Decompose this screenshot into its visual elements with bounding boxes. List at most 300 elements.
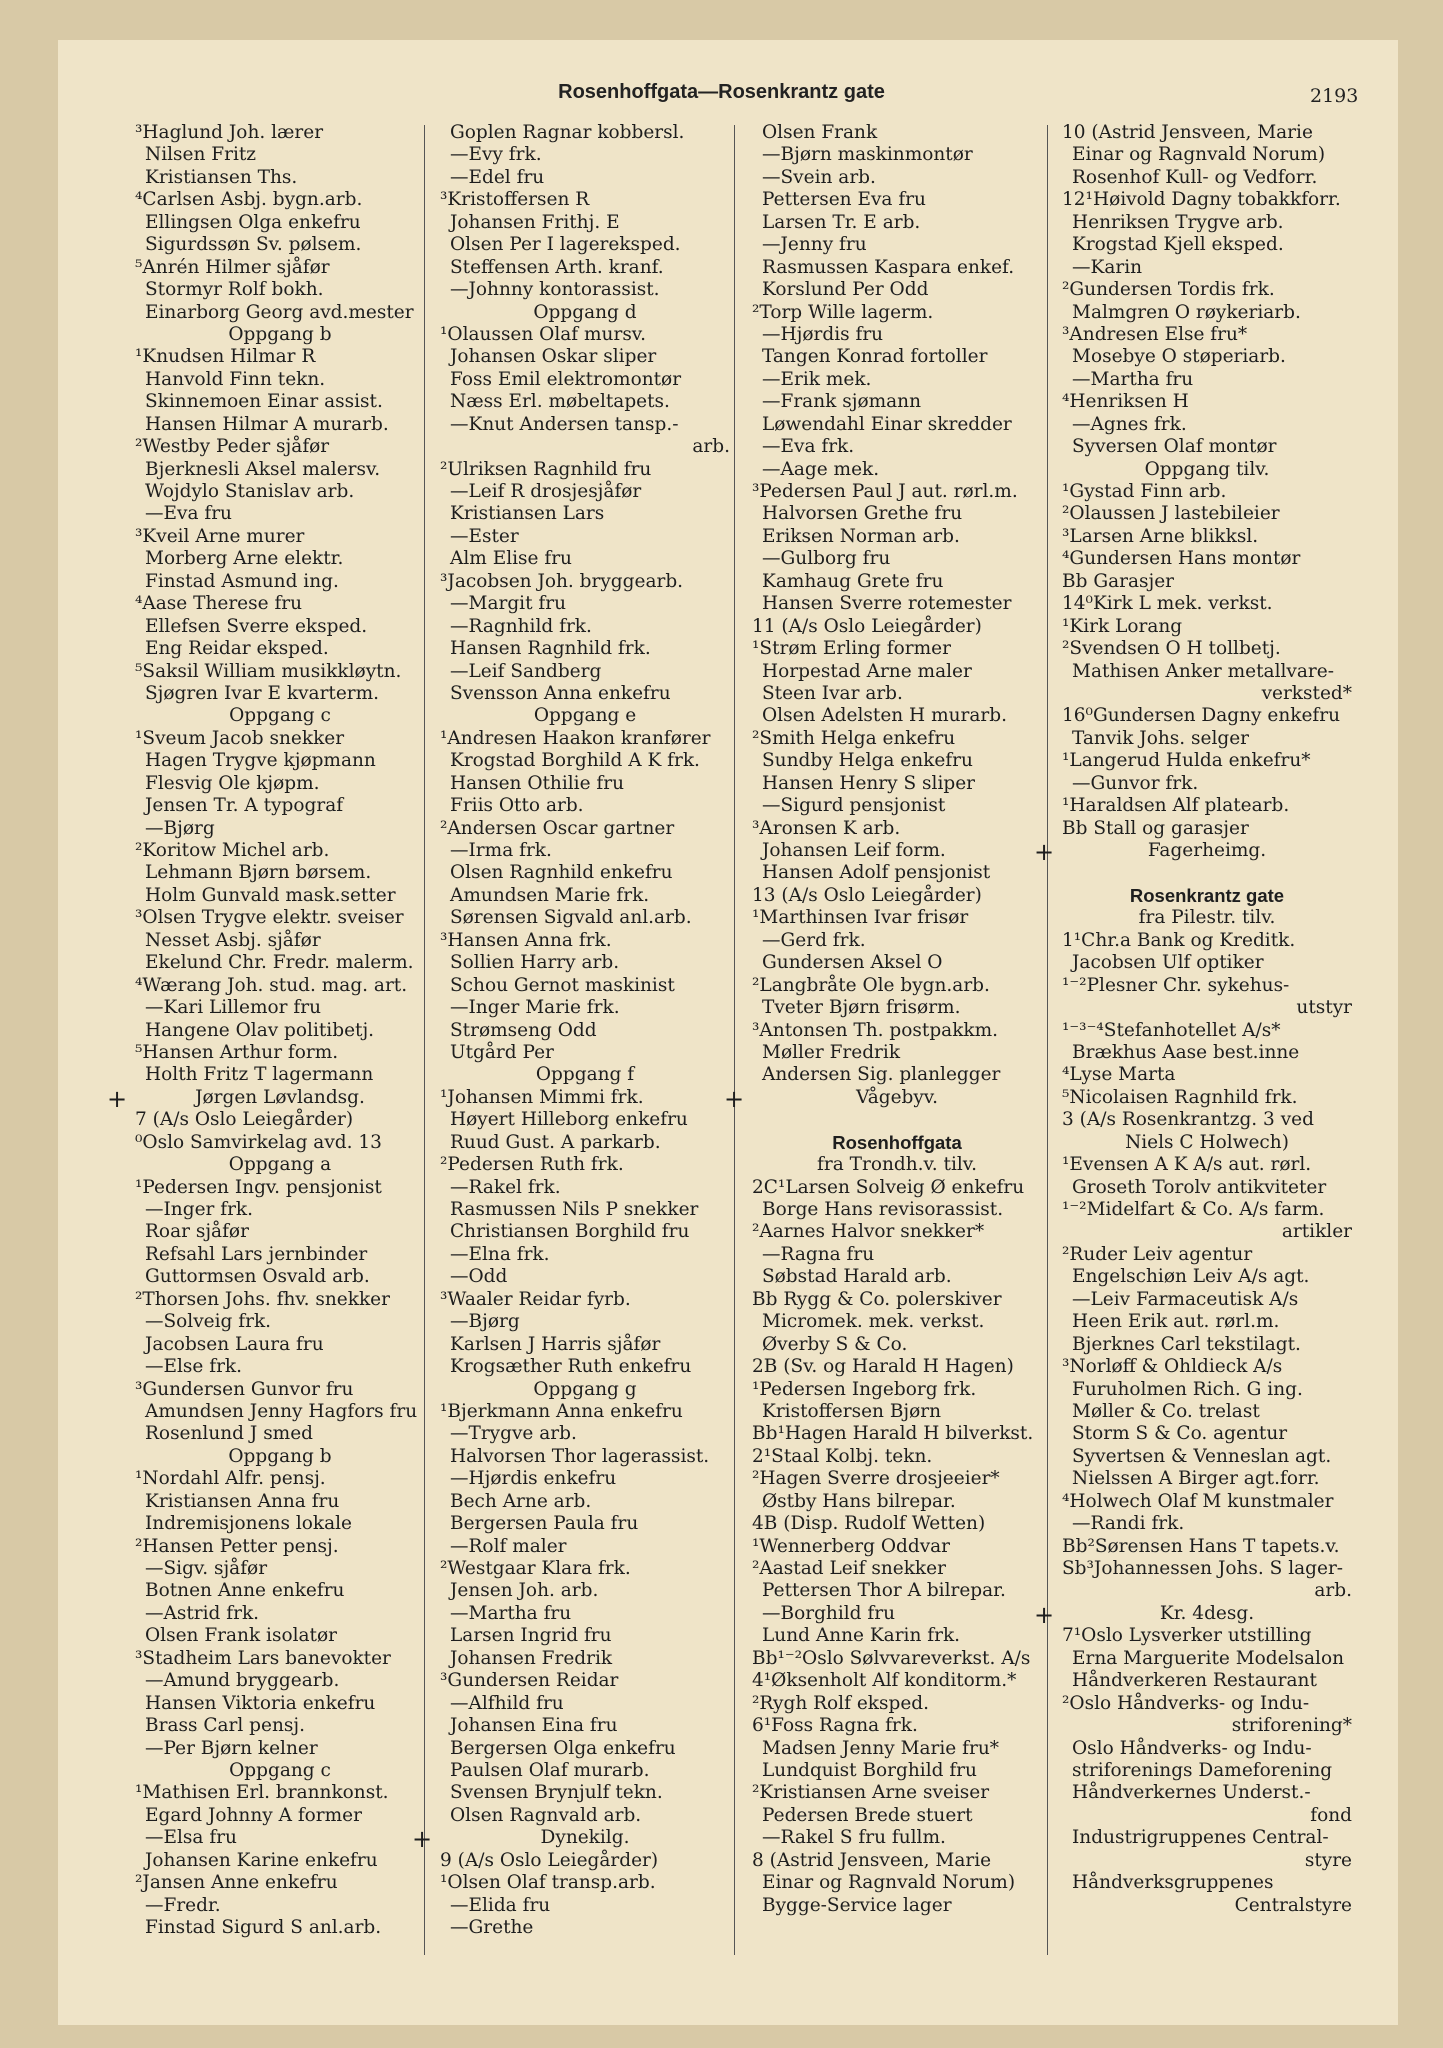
entry-text: Furuholmen Rich. G ing.	[1072, 1378, 1303, 1400]
entry-text: Bb¹⁻²Oslo Sølvvareverkst. A/s	[752, 1647, 1031, 1669]
entry-text: ¹Bjerkmann Anna enkefru	[440, 1400, 683, 1422]
entry-text: ³Norløff & Ohldieck A/s	[1062, 1356, 1283, 1378]
directory-entry	[752, 661, 1042, 683]
entry-text: ²Andersen Oscar gartner	[440, 817, 675, 839]
directory-entry	[1062, 616, 1352, 638]
directory-entry	[135, 885, 425, 907]
directory-entry	[752, 930, 1042, 952]
directory-column-3	[724, 122, 1042, 1917]
entry-text: ²Aarnes Halvor snekker*	[752, 1221, 985, 1243]
directory-entry	[135, 503, 425, 525]
entry-text: —Gunvor frk.	[1072, 772, 1199, 794]
entry-text: Nielssen A Birger agt.forr.	[1072, 1468, 1320, 1490]
directory-entry	[135, 414, 425, 436]
entry-text: Bergersen Olga enkefru	[450, 1737, 676, 1759]
entry-text: —Eva frk.	[762, 436, 855, 458]
entry-text: Lund Anne Karin frk.	[762, 1625, 961, 1647]
entry-text: —Johnny kontorassist.	[450, 279, 660, 301]
directory-entry	[135, 638, 425, 660]
entry-text: Hansen Sverre rotemester	[762, 593, 1012, 615]
entry-text: —Rakel frk.	[450, 1176, 561, 1198]
directory-entry	[1062, 1693, 1352, 1715]
directory-entry	[135, 1177, 425, 1199]
entry-text: ³Hansen Anna frk.	[440, 929, 612, 951]
entry-text: Pedersen Brede stuert	[762, 1804, 973, 1826]
entry-text: Krogsæther Ruth enkefru	[450, 1356, 692, 1378]
directory-entry	[135, 1603, 425, 1625]
entry-text: ⁵Nicolaisen Ragnhild frk.	[1062, 1086, 1298, 1108]
entry-text: Kamhaug Grete fru	[762, 570, 944, 592]
street-heading	[1062, 885, 1352, 907]
directory-entry	[1062, 144, 1352, 166]
entry-text: Næss Erl. møbeltapets.	[450, 391, 670, 413]
entry-text: Håndverkernes Underst.-	[1072, 1782, 1311, 1804]
directory-entry	[752, 526, 1042, 548]
entry-text: 3 (A/s Rosenkrantzg. 3 ved	[1062, 1109, 1314, 1131]
entry-text: 1¹Chr.a Bank og Kreditk.	[1062, 929, 1296, 951]
entry-text: ¹Nordahl Alfr. pensj.	[135, 1468, 326, 1490]
directory-entry	[440, 234, 730, 256]
directory-entry	[752, 1513, 1042, 1535]
directory-entry	[135, 1895, 425, 1917]
entry-text: —Bjørg	[145, 817, 215, 839]
directory-entry	[440, 257, 730, 279]
entry-text: Olsen Ragnhild enkefru	[450, 862, 673, 884]
entry-text: 10 (Astrid Jensveen, Marie	[1062, 122, 1313, 143]
entry-text: Einar og Ragnvald Norum)	[762, 1872, 1016, 1894]
directory-entry	[135, 279, 425, 301]
entry-text: —Sigurd pensjonist	[762, 795, 946, 817]
directory-entry	[440, 122, 730, 144]
entry-text: Håndverksgruppenes	[1072, 1872, 1274, 1894]
entry-text: —Odd	[450, 1266, 508, 1288]
directory-column-1	[107, 122, 425, 1939]
entry-text: —Leif R drosjesjåfør	[450, 481, 642, 502]
entry-text: —Martha fru	[1072, 368, 1194, 390]
entry-text: ⁴Holwech Olaf M kunstmaler	[1062, 1490, 1334, 1512]
cross-street-marker: +	[412, 1825, 433, 1854]
entry-text: ³Stadheim Lars banevokter	[135, 1647, 391, 1669]
directory-entry	[1062, 1558, 1352, 1580]
directory-entry	[752, 1603, 1042, 1625]
entry-text: ¹Kirk Lorang	[1062, 615, 1183, 637]
entry-text: —Trygve arb.	[450, 1423, 577, 1445]
directory-entry	[440, 1670, 730, 1692]
entry-text: Eriksen Norman arb.	[762, 525, 960, 547]
directory-entry	[1062, 997, 1352, 1019]
entry-text: Goplen Ragnar kobbersl.	[450, 122, 685, 143]
directory-entry	[752, 234, 1042, 256]
directory-entry	[135, 1715, 425, 1737]
entry-text: ⁴Henriksen H	[1062, 391, 1189, 413]
entry-text: Erna Marguerite Modelsalon	[1072, 1647, 1344, 1669]
entry-text: Horpestad Arne maler	[762, 660, 972, 682]
directory-entry	[752, 1289, 1042, 1311]
directory-entry	[752, 1042, 1042, 1064]
entry-text: Ellefsen Sverre eksped.	[145, 615, 368, 637]
cross-street-marker: +	[724, 1084, 745, 1113]
entry-text: 9 (A/s Oslo Leiegårder)	[440, 1849, 659, 1871]
directory-entry	[752, 459, 1042, 481]
directory-entry	[440, 369, 730, 391]
entry-text: Groseth Torolv antikviteter	[1072, 1176, 1327, 1198]
directory-entry	[440, 1266, 730, 1288]
entry-text: Møller Fredrik	[762, 1041, 901, 1063]
entry-text: ⁵Saksil William musikkløytn.	[135, 660, 402, 682]
directory-entry	[1062, 571, 1352, 593]
entry-text: Jacobsen Ulf optiker	[1072, 952, 1264, 974]
entry-text: ⁴Wærang Joh. stud. mag. art.	[135, 974, 408, 996]
entry-text: ¹Haraldsen Alf platearb.	[1062, 795, 1290, 817]
entry-text: striforening*	[1231, 1715, 1352, 1737]
entry-text: —Per Bjørn kelner	[145, 1737, 318, 1759]
directory-entry	[440, 593, 730, 615]
directory-entry	[440, 907, 730, 929]
entry-text: Niels C Holwech)	[1125, 1131, 1289, 1153]
directory-entry	[440, 975, 730, 997]
entry-text: —Karin	[1072, 256, 1143, 278]
entry-text: —Bjørn maskinmontør	[762, 144, 973, 166]
directory-entry	[752, 391, 1042, 413]
entry-text: —Edel fru	[450, 166, 545, 188]
directory-entry	[440, 1020, 730, 1042]
entry-text: Kristoffersen Bjørn	[762, 1400, 942, 1422]
directory-entry	[440, 1558, 730, 1580]
entry-text: Indremisjonens lokale	[145, 1513, 352, 1535]
entry-text: Malmgren O røykeriarb.	[1072, 301, 1301, 323]
entry-text: Hagen Trygve kjøpmann	[145, 750, 376, 772]
directory-entry	[440, 571, 730, 593]
directory-entry	[1062, 1805, 1352, 1827]
entry-text: ³Olsen Trygve elektr. sveiser	[135, 907, 404, 929]
entry-text: Olsen Frank isolatør	[145, 1625, 337, 1647]
directory-entry	[135, 840, 425, 862]
directory-entry	[135, 1738, 425, 1760]
entry-text: Bb Rygg & Co. polerskiver	[752, 1288, 1002, 1310]
entry-text: 6¹Foss Ragna frk.	[752, 1715, 918, 1737]
entry-text: ³Andresen Else fru*	[1062, 323, 1248, 345]
entry-text: Oppgang tilv.	[1144, 458, 1270, 480]
directory-entry	[752, 840, 1042, 862]
directory-entry	[135, 997, 425, 1019]
section-subheading	[724, 1084, 1042, 1113]
entry-text: Einar og Ragnvald Norum)	[1072, 144, 1326, 166]
directory-entry	[752, 1379, 1042, 1401]
directory-entry	[1062, 1401, 1352, 1423]
entry-text: Finstad Sigurd S anl.arb.	[145, 1917, 382, 1938]
entry-text: 13 (A/s Oslo Leiegårder)	[752, 884, 982, 906]
entry-text: Hanvold Finn tekn.	[145, 368, 326, 390]
directory-entry	[135, 907, 425, 929]
directory-entry	[1062, 975, 1352, 997]
section-subheading	[135, 1154, 425, 1176]
directory-entry	[752, 705, 1042, 727]
entry-text: Østby Hans bilrepar.	[762, 1490, 956, 1512]
directory-entry	[1062, 930, 1352, 952]
section-subheading	[1062, 1132, 1352, 1154]
entry-text: ¹Andresen Haakon kranfører	[440, 727, 711, 749]
entry-text: Jørgen Løvlandsg.	[195, 1086, 365, 1108]
section-subheading	[1062, 459, 1352, 481]
section-subheading	[1034, 1600, 1352, 1629]
entry-text: Rasmussen Nils P snekker	[450, 1199, 699, 1220]
entry-text: Steffensen Arth. kranf.	[450, 256, 664, 278]
directory-entry	[135, 571, 425, 593]
directory-entry	[1062, 1379, 1352, 1401]
directory-entry	[135, 167, 425, 189]
entry-text: —Gerd frk.	[762, 929, 866, 951]
directory-entry	[440, 1356, 730, 1378]
entry-text: ³Antonsen Th. postpakkm.	[752, 1019, 999, 1041]
directory-entry	[440, 818, 730, 840]
entry-text: ¹Sveum Jacob snekker	[135, 727, 345, 749]
directory-entry	[135, 1805, 425, 1827]
directory-entry	[752, 302, 1042, 324]
entry-text: ¹Wennerberg Oddvar	[752, 1535, 951, 1557]
entry-text: —Eva fru	[145, 503, 232, 525]
entry-text: ³Haglund Joh. lærer	[135, 122, 324, 143]
directory-entry	[440, 1603, 730, 1625]
entry-text: Schou Gernot maskinist	[450, 974, 675, 996]
directory-entry	[135, 257, 425, 279]
directory-entry	[440, 144, 730, 166]
directory-entry	[1062, 436, 1352, 458]
directory-entry	[752, 1244, 1042, 1266]
directory-entry	[752, 1536, 1042, 1558]
entry-text: Halvorsen Grethe fru	[762, 503, 963, 525]
entry-text: utstyr	[1296, 997, 1352, 1019]
entry-text: Hansen Viktoria enkefru	[145, 1692, 376, 1714]
entry-text: —Jenny fru	[762, 234, 867, 256]
entry-text: —Margit fru	[450, 593, 566, 615]
directory-entry	[135, 1401, 425, 1423]
entry-text: —Kari Lillemor fru	[145, 997, 321, 1019]
entry-text: Olsen Ragnvald arb.	[450, 1804, 642, 1826]
entry-text: Svensson Anna enkefru	[450, 682, 671, 704]
entry-text: —Grethe	[450, 1917, 534, 1938]
directory-entry	[752, 952, 1042, 974]
directory-entry	[1062, 728, 1352, 750]
entry-text: Industrigruppenes Central-	[1072, 1827, 1329, 1849]
section-subheading	[135, 705, 425, 727]
directory-entry	[135, 1491, 425, 1513]
directory-entry	[1062, 1872, 1352, 1894]
directory-entry	[1062, 481, 1352, 503]
directory-entry	[1062, 1513, 1352, 1535]
directory-entry	[440, 548, 730, 570]
directory-entry	[135, 1266, 425, 1288]
section-subheading	[412, 1825, 730, 1854]
directory-entry	[440, 1738, 730, 1760]
directory-entry	[752, 1850, 1042, 1872]
section-subheading	[135, 1446, 425, 1468]
section-subheading	[1062, 907, 1352, 929]
directory-entry	[135, 1334, 425, 1356]
entry-text: —Irma frk.	[450, 840, 552, 861]
directory-entry	[752, 638, 1042, 660]
entry-text: ³Kveil Arne murer	[135, 525, 305, 547]
entry-text: Gundersen Aksel O	[762, 952, 943, 974]
entry-text: 2¹Staal Kolbj. tekn.	[752, 1445, 933, 1467]
entry-text: ²Koritow Michel arb.	[135, 840, 330, 861]
directory-entry	[752, 1401, 1042, 1423]
directory-entry	[135, 481, 425, 503]
entry-text: Kristiansen Ths.	[145, 166, 298, 188]
directory-entry	[1062, 1670, 1352, 1692]
entry-text: Rosenkrantz gate	[1129, 884, 1285, 906]
entry-text: Oppgang a	[228, 1154, 332, 1176]
directory-entry	[1062, 1334, 1352, 1356]
directory-entry	[440, 1491, 730, 1513]
entry-text: Johansen Fredrik	[450, 1647, 613, 1669]
directory-entry	[752, 257, 1042, 279]
directory-entry	[440, 997, 730, 1019]
directory-entry	[1062, 1782, 1352, 1804]
directory-entry	[440, 1468, 730, 1490]
directory-entry	[752, 818, 1042, 840]
entry-text: —Alfhild fru	[450, 1692, 564, 1714]
directory-entry	[440, 1693, 730, 1715]
entry-text: Sørensen Sigvald anl.arb.	[450, 907, 692, 929]
directory-entry	[1062, 548, 1352, 570]
entry-text: 4¹Øksenholt Alf konditorm.*	[752, 1670, 1017, 1692]
entry-text: ²Langbråte Ole bygn.arb.	[752, 974, 990, 996]
directory-entry	[135, 661, 425, 683]
directory-entry	[1062, 324, 1352, 346]
directory-entry	[135, 683, 425, 705]
directory-entry	[135, 1020, 425, 1042]
directory-entry	[1062, 1064, 1352, 1086]
directory-entry	[752, 122, 1042, 144]
directory-entry	[440, 728, 730, 750]
directory-entry	[1062, 705, 1352, 727]
directory-entry	[752, 571, 1042, 593]
entry-text: Olsen Adelsten H murarb.	[762, 705, 1007, 727]
entry-text: —Sigv. sjåfør	[145, 1558, 268, 1579]
directory-entry	[440, 1760, 730, 1782]
directory-entry	[1062, 1221, 1352, 1243]
entry-text: Ekelund Chr. Fredr. malerm.	[145, 952, 414, 974]
section-subheading	[440, 302, 730, 324]
directory-entry	[440, 1401, 730, 1423]
entry-text: ¹Strøm Erling former	[752, 638, 951, 660]
directory-entry	[135, 346, 425, 368]
directory-entry	[1062, 503, 1352, 525]
directory-entry	[752, 167, 1042, 189]
directory-entry	[1062, 391, 1352, 413]
entry-text: Oppgang f	[535, 1064, 635, 1086]
directory-entry	[440, 1850, 730, 1872]
entry-text: Høyert Hilleborg enkefru	[450, 1109, 688, 1131]
entry-text: Ellingsen Olga enkefru	[145, 211, 361, 233]
entry-text: Oppgang g	[533, 1378, 637, 1400]
entry-text: Oppgang e	[533, 705, 637, 727]
directory-entry	[135, 1311, 425, 1333]
directory-entry	[440, 1895, 730, 1917]
directory-entry	[135, 1670, 425, 1692]
directory-entry	[135, 1042, 425, 1064]
entry-text: Hansen Adolf pensjonist	[762, 862, 991, 884]
entry-text: arb.	[692, 436, 730, 458]
entry-text: Sundby Helga enkefru	[762, 750, 973, 772]
entry-text: Nesset Asbj. sjåfør	[145, 929, 321, 951]
directory-entry	[752, 1221, 1042, 1243]
directory-entry	[440, 1446, 730, 1468]
directory-entry	[135, 302, 425, 324]
directory-entry	[1062, 1468, 1352, 1490]
entry-text: ²Thorsen Johs. fhv. snekker	[135, 1288, 390, 1310]
directory-entry	[1062, 279, 1352, 301]
entry-text: Eng Reidar eksped.	[145, 638, 329, 660]
entry-text: Heen Erik aut. rørl.m.	[1072, 1311, 1280, 1333]
entry-text: —Randi frk.	[1072, 1513, 1185, 1535]
directory-entry	[135, 212, 425, 234]
directory-entry	[752, 1648, 1042, 1670]
entry-text: Søbstad Harald arb.	[762, 1266, 952, 1288]
entry-text: ³Aronsen K arb.	[752, 817, 901, 839]
entry-text: Morberg Arne elektr.	[145, 548, 344, 570]
entry-text: ²Ruder Leiv agentur	[1062, 1243, 1253, 1265]
entry-text: ²Torp Wille lagerm.	[752, 301, 934, 323]
entry-text: ²Jansen Anne enkefru	[135, 1872, 338, 1894]
entry-text: —Astrid frk.	[145, 1602, 260, 1624]
directory-entry	[440, 1311, 730, 1333]
directory-entry	[1062, 862, 1352, 884]
entry-text: Ruud Gust. A parkarb.	[450, 1131, 661, 1153]
entry-text: ¹⁻²Midelfart & Co. A/s farm.	[1062, 1199, 1325, 1220]
directory-entry	[135, 391, 425, 413]
directory-entry	[440, 1109, 730, 1131]
directory-entry	[135, 1917, 425, 1939]
section-subheading	[752, 1154, 1042, 1176]
entry-text: —Ester	[450, 525, 519, 547]
entry-text: —Amund bryggearb.	[145, 1670, 340, 1692]
directory-entry	[752, 750, 1042, 772]
entry-text: fra Pilestr. tilv.	[1138, 907, 1276, 929]
directory-entry	[752, 548, 1042, 570]
entry-text: —Inger Marie frk.	[450, 997, 620, 1019]
entry-text: Hansen Henry S sliper	[762, 772, 976, 794]
entry-text: Hansen Ragnhild frk.	[450, 638, 651, 660]
directory-entry	[752, 212, 1042, 234]
entry-text: ²Smith Helga enkefru	[752, 727, 956, 749]
entry-text: Oppgang d	[533, 301, 637, 323]
directory-entry	[1062, 257, 1352, 279]
directory-entry	[752, 1311, 1042, 1333]
entry-text: Centralstyre	[1234, 1894, 1352, 1916]
entry-text: Bergersen Paula fru	[450, 1513, 639, 1535]
entry-text: Rasmussen Kaspara enkef.	[762, 256, 1015, 278]
entry-text: ¹⁻³⁻⁴Stefanhotellet A/s*	[1062, 1019, 1281, 1041]
entry-text: ¹Gystad Finn arb.	[1062, 481, 1227, 502]
directory-entry	[135, 1468, 425, 1490]
directory-entry	[135, 459, 425, 481]
directory-entry	[752, 1693, 1042, 1715]
entry-text: Lehmann Bjørn børsem.	[145, 862, 372, 884]
directory-entry	[135, 122, 425, 144]
directory-entry	[752, 503, 1042, 525]
entry-text: Oslo Håndverks- og Indu-	[1072, 1737, 1312, 1759]
directory-entry	[1062, 1199, 1352, 1221]
entry-text: arb.	[1314, 1580, 1352, 1602]
cross-street-marker: +	[1034, 1600, 1055, 1629]
directory-entry	[440, 616, 730, 638]
directory-entry	[752, 346, 1042, 368]
directory-entry	[440, 1132, 730, 1154]
directory-entry	[1062, 593, 1352, 615]
entry-text: Bb¹Hagen Harald H bilverkst.	[752, 1423, 1034, 1445]
entry-text: ²Aastad Leif snekker	[752, 1558, 946, 1579]
